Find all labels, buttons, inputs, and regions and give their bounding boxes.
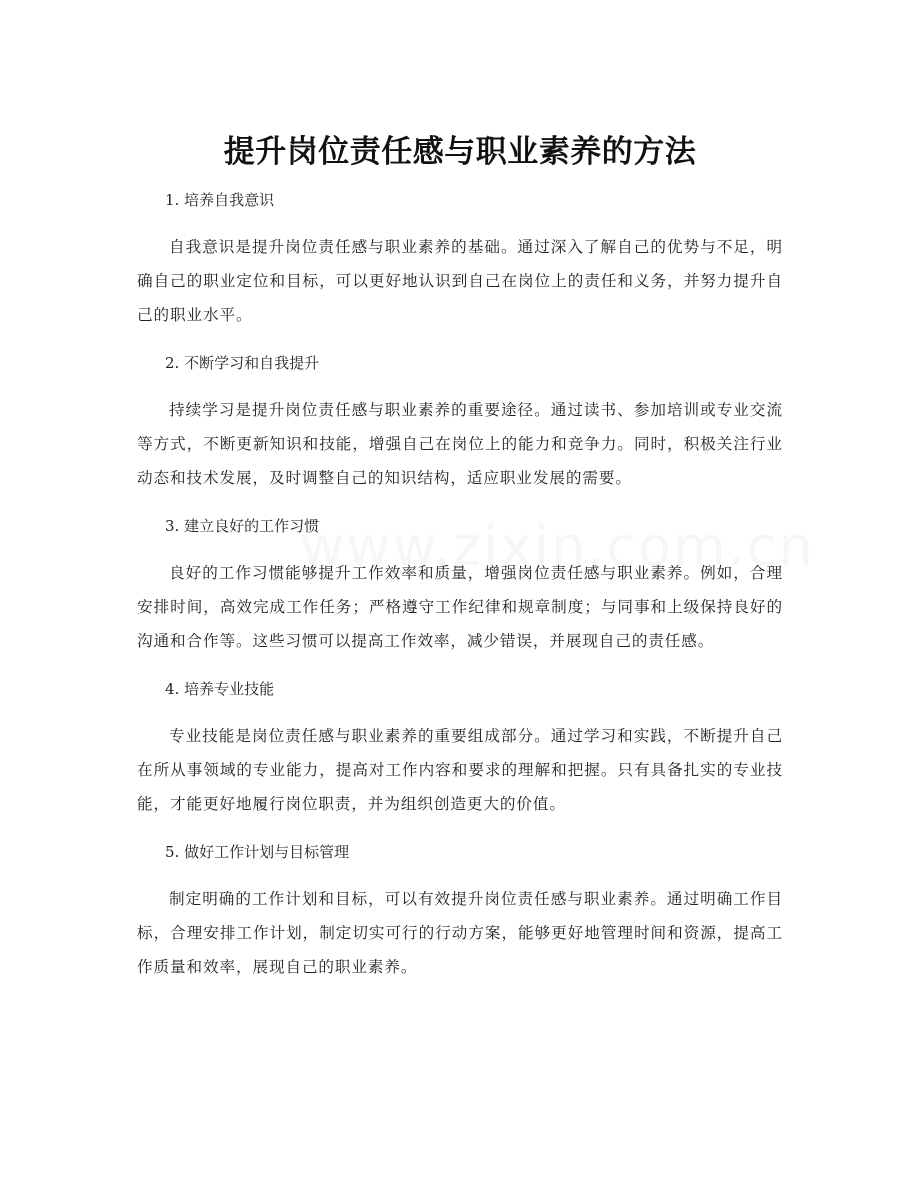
section bbox=[137, 346, 783, 509]
section-paragraph: 制定明确的工作计划和目标，可以有效提升岗位责任感与职业素养。通过明确工作目标，合理安排工作计划，制定切实可行的行动方案，能够更好地管理时间和资源，提高工作质量和效率，展现自己的职业素养。 bbox=[137, 890, 783, 976]
section-heading: 4. 培养专业技能 bbox=[165, 680, 275, 698]
section-heading: 2. 不断学习和自我提升 bbox=[165, 354, 320, 372]
section-paragraph: 良好的工作习惯能够提升工作效率和质量，增强岗位责任感与职业素养。例如，合理安排时间，高效完成工作任务；严格遵守工作纪律和规章制度；与同事和上级保持良好的沟通和合作等。这些习惯可以提高工作效率，减少错误，并展现自己的责任感。 bbox=[137, 564, 783, 650]
document-body bbox=[137, 183, 783, 984]
section-heading: 1. 培养自我意识 bbox=[165, 191, 275, 209]
section-paragraph: 自我意识是提升岗位责任感与职业素养的基础。通过深入了解自己的优势与不足，明确自己的职业定位和目标，可以更好地认识到自己在岗位上的责任和义务，并努力提升自己的职业水平。 bbox=[137, 238, 783, 324]
section-paragraph: 持续学习是提升岗位责任感与职业素养的重要途径。通过读书、参加培训或专业交流等方式，不断更新知识和技能，增强自己在岗位上的能力和竞争力。同时，积极关注行业动态和技术发展，及时调整自己的知识结构，适应职业发展的需要。 bbox=[137, 401, 783, 487]
section-heading: 5. 做好工作计划与目标管理 bbox=[165, 843, 350, 861]
section-heading: 3. 建立良好的工作习惯 bbox=[165, 517, 320, 535]
section-paragraph: 专业技能是岗位责任感与职业素养的重要组成部分。通过学习和实践，不断提升自己在所从事领域的专业能力，提高对工作内容和要求的理解和把握。只有具备扎实的专业技能，才能更好地履行岗位职责，并为组织创造更大的价值。 bbox=[137, 727, 783, 813]
section bbox=[137, 509, 783, 672]
section bbox=[137, 672, 783, 835]
section bbox=[137, 183, 783, 346]
page-title: 提升岗位责任感与职业素养的方法 bbox=[223, 133, 697, 170]
section bbox=[137, 835, 783, 984]
